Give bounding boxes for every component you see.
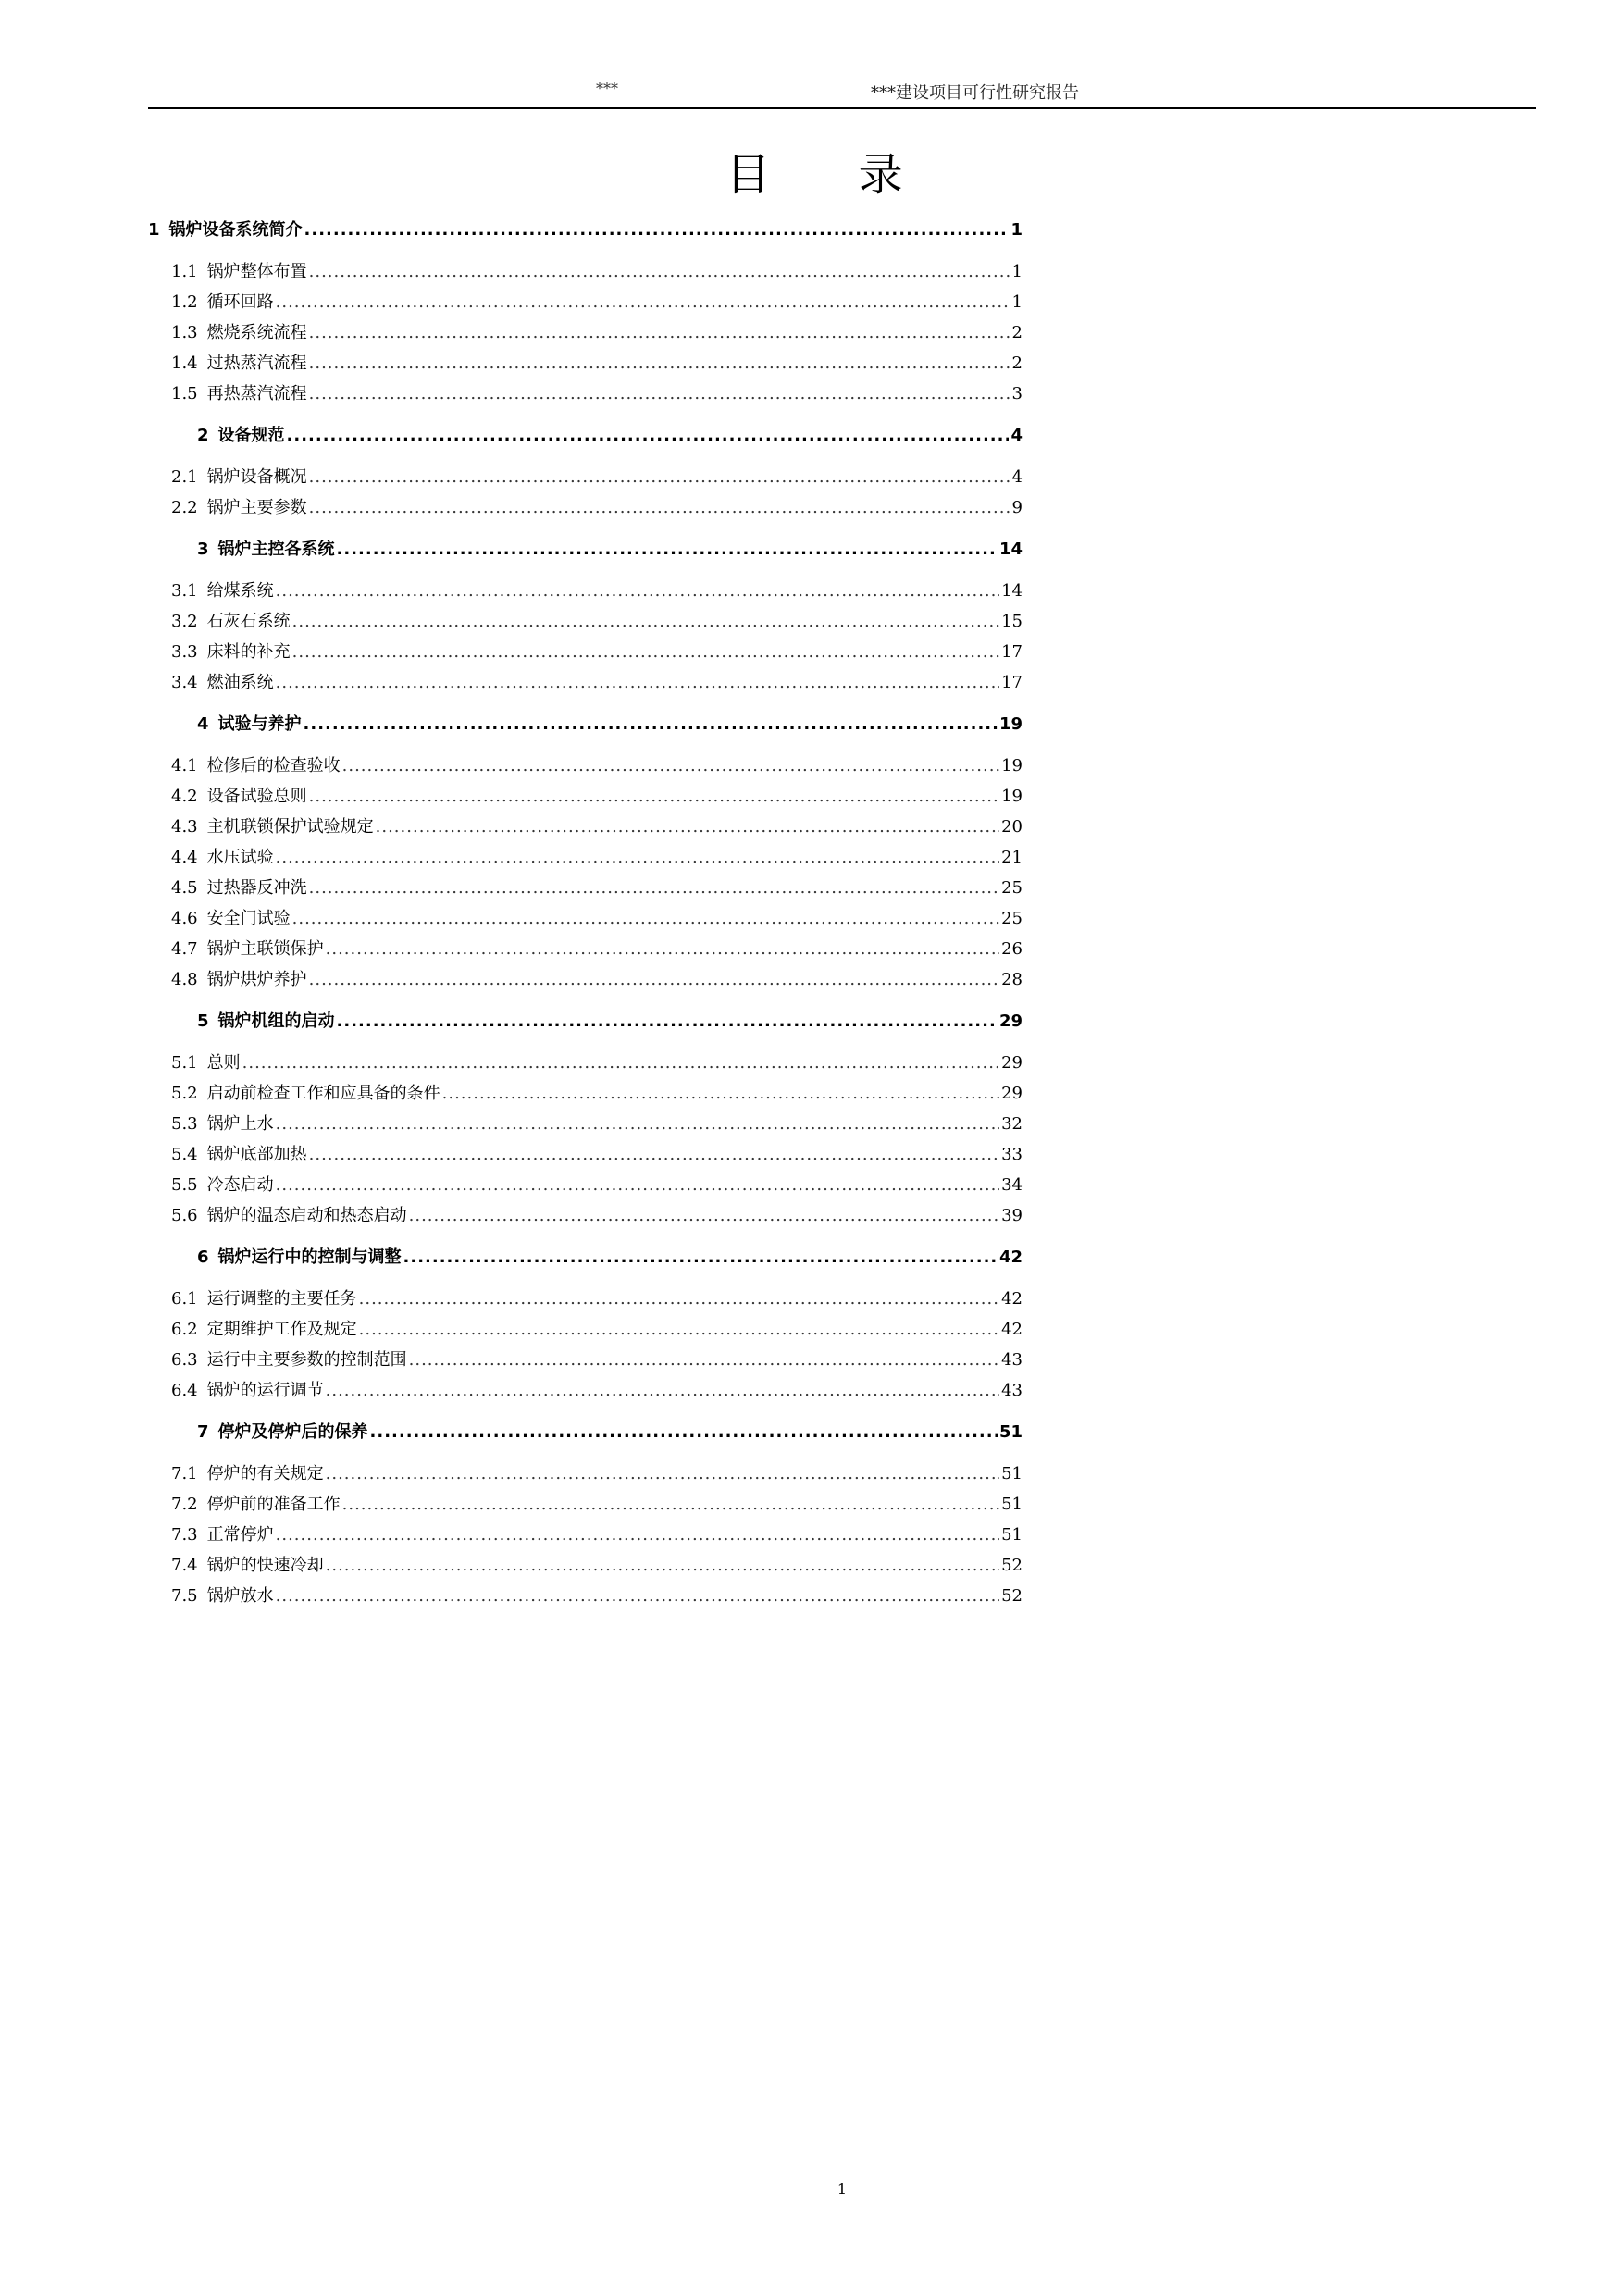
toc-section-4-5[interactable]	[148, 873, 1023, 903]
dot-leader	[276, 1170, 999, 1200]
section-page-number: 25	[1001, 878, 1023, 898]
dot-leader	[276, 842, 999, 873]
section-number: 4.8	[171, 970, 198, 989]
section-title: 锅炉设备概况	[206, 467, 307, 487]
dot-leader	[326, 1375, 999, 1406]
section-number: 1.5	[171, 384, 198, 403]
section-title: 再热蒸汽流程	[206, 384, 307, 403]
chapter-page-number: 29	[998, 1011, 1023, 1031]
section-page-number: 29	[1001, 1053, 1023, 1073]
section-title: 锅炉放水	[206, 1586, 274, 1606]
section-number: 1.3	[171, 323, 198, 342]
dot-leader	[326, 1458, 999, 1489]
section-page-number: 9	[1011, 498, 1023, 517]
toc-section-4-3[interactable]	[148, 812, 1023, 842]
section-title: 正常停炉	[206, 1525, 274, 1545]
dot-leader	[309, 256, 1010, 287]
toc-section-7-2[interactable]	[148, 1489, 1023, 1520]
table-of-contents	[148, 215, 1023, 1622]
section-number: 1.2	[171, 292, 198, 312]
chapter-title: 锅炉设备系统简介	[168, 220, 303, 240]
chapter-number: 6	[197, 1247, 209, 1267]
dot-leader	[287, 420, 1010, 451]
toc-section-5-6[interactable]	[148, 1200, 1023, 1231]
chapter-page-number: 4	[1010, 426, 1023, 445]
dot-leader	[309, 1139, 999, 1170]
section-number: 1.4	[171, 354, 198, 373]
section-page-number: 43	[1001, 1350, 1023, 1370]
chapter-number: 3	[197, 540, 209, 559]
dot-leader	[337, 534, 998, 565]
chapter-title: 试验与养护	[217, 714, 302, 734]
dot-leader	[276, 287, 1010, 317]
section-number: 1.1	[171, 262, 198, 281]
toc-section-6-3[interactable]	[148, 1345, 1023, 1375]
section-page-number: 19	[1001, 787, 1023, 806]
section-page-number: 17	[1001, 673, 1023, 692]
section-title: 锅炉主要参数	[206, 498, 307, 517]
dot-leader	[276, 576, 999, 606]
section-page-number: 28	[1001, 970, 1023, 989]
dot-leader	[309, 492, 1010, 523]
section-number: 6.3	[171, 1350, 198, 1370]
section-title: 过热器反冲洗	[206, 878, 307, 898]
section-title: 安全门试验	[206, 909, 291, 928]
dot-leader	[309, 462, 1010, 492]
dot-leader	[409, 1345, 999, 1375]
section-title: 锅炉底部加热	[206, 1145, 307, 1164]
section-number: 4.6	[171, 909, 198, 928]
section-title: 设备试验总则	[206, 787, 307, 806]
toc-section-2-2[interactable]	[148, 492, 1023, 523]
section-number: 4.2	[171, 787, 198, 806]
section-title: 锅炉上水	[206, 1114, 274, 1134]
section-title: 主机联锁保护试验规定	[206, 817, 374, 837]
toc-section-5-4[interactable]	[148, 1139, 1023, 1170]
toc-section-4-7[interactable]	[148, 934, 1023, 964]
section-title: 定期维护工作及规定	[206, 1320, 357, 1339]
dot-leader	[309, 379, 1010, 409]
section-title: 运行中主要参数的控制范围	[206, 1350, 407, 1370]
header-left-text: ***	[596, 80, 618, 97]
section-number: 2.2	[171, 498, 198, 517]
section-number: 7.2	[171, 1495, 198, 1514]
dot-leader	[359, 1284, 999, 1314]
section-title: 总则	[206, 1053, 241, 1073]
toc-section-1-1[interactable]	[148, 256, 1023, 287]
section-number: 2.1	[171, 467, 198, 487]
dot-leader	[309, 781, 999, 812]
toc-chapter-6[interactable]	[148, 1242, 1023, 1272]
section-number: 5.3	[171, 1114, 198, 1134]
section-title: 燃烧系统流程	[206, 323, 307, 342]
chapter-title: 锅炉机组的启动	[217, 1011, 335, 1031]
section-page-number: 1	[1011, 262, 1023, 281]
dot-leader	[309, 873, 999, 903]
toc-chapter-7[interactable]	[148, 1417, 1023, 1447]
dot-leader	[309, 317, 1010, 348]
section-page-number: 34	[1001, 1175, 1023, 1195]
section-number: 6.1	[171, 1289, 198, 1309]
dot-leader	[359, 1314, 999, 1345]
chapter-page-number: 14	[998, 540, 1023, 559]
section-page-number: 51	[1001, 1525, 1023, 1545]
chapter-number: 7	[197, 1422, 209, 1442]
toc-section-4-1[interactable]	[148, 751, 1023, 781]
section-number: 7.1	[171, 1464, 198, 1483]
chapter-page-number: 42	[998, 1247, 1023, 1267]
chapter-title: 停炉及停炉后的保养	[217, 1422, 368, 1442]
chapter-title: 锅炉运行中的控制与调整	[217, 1247, 402, 1267]
section-title: 锅炉的快速冷却	[206, 1556, 324, 1575]
section-title: 冷态启动	[206, 1175, 274, 1195]
section-number: 5.2	[171, 1084, 198, 1103]
dot-leader	[304, 709, 998, 739]
dot-leader	[276, 1520, 999, 1550]
section-number: 4.5	[171, 878, 198, 898]
section-page-number: 14	[1001, 581, 1023, 601]
section-title: 循环回路	[206, 292, 274, 312]
dot-leader	[242, 1048, 999, 1078]
dot-leader	[309, 348, 1010, 379]
toc-section-1-3[interactable]	[148, 317, 1023, 348]
toc-chapter-3[interactable]	[148, 534, 1023, 565]
dot-leader	[309, 964, 999, 995]
section-page-number: 52	[1001, 1586, 1023, 1606]
dot-leader	[409, 1200, 999, 1231]
dot-leader	[337, 1006, 998, 1036]
toc-section-4-2[interactable]	[148, 781, 1023, 812]
section-page-number: 42	[1001, 1289, 1023, 1309]
chapter-title: 设备规范	[217, 426, 285, 445]
section-title: 床料的补充	[206, 642, 291, 662]
section-page-number: 33	[1001, 1145, 1023, 1164]
toc-chapter-4[interactable]	[148, 709, 1023, 739]
section-number: 7.5	[171, 1586, 198, 1606]
dot-leader	[276, 1109, 999, 1139]
section-page-number: 43	[1001, 1381, 1023, 1400]
section-number: 3.3	[171, 642, 198, 662]
toc-section-2-1[interactable]	[148, 462, 1023, 492]
chapter-page-number: 51	[998, 1422, 1023, 1442]
dot-leader	[326, 1550, 999, 1581]
toc-section-1-4[interactable]	[148, 348, 1023, 379]
section-number: 4.4	[171, 848, 198, 867]
section-title: 石灰石系统	[206, 612, 291, 631]
toc-section-5-1[interactable]	[148, 1048, 1023, 1078]
dot-leader	[292, 606, 999, 637]
toc-section-1-5[interactable]	[148, 379, 1023, 409]
toc-section-1-2[interactable]	[148, 287, 1023, 317]
toc-section-3-1[interactable]	[148, 576, 1023, 606]
chapter-page-number: 19	[998, 714, 1023, 734]
section-number: 3.4	[171, 673, 198, 692]
section-page-number: 51	[1001, 1495, 1023, 1514]
dot-leader	[304, 215, 1010, 245]
chapter-number: 5	[197, 1011, 209, 1031]
dot-leader	[403, 1242, 998, 1272]
chapter-page-number: 1	[1010, 220, 1023, 240]
section-page-number: 19	[1001, 756, 1023, 776]
section-title: 锅炉的温态启动和热态启动	[206, 1206, 407, 1225]
section-page-number: 25	[1001, 909, 1023, 928]
section-page-number: 32	[1001, 1114, 1023, 1134]
section-title: 检修后的检查验收	[206, 756, 341, 776]
section-title: 停炉的有关规定	[206, 1464, 324, 1483]
toc-chapter-2[interactable]	[148, 420, 1023, 451]
dot-leader	[326, 934, 999, 964]
toc-section-5-3[interactable]	[148, 1109, 1023, 1139]
page-number: 1	[837, 2180, 848, 2198]
section-number: 7.4	[171, 1556, 198, 1575]
toc-section-4-6[interactable]	[148, 903, 1023, 934]
section-title: 锅炉整体布置	[206, 262, 307, 281]
toc-section-7-4[interactable]	[148, 1550, 1023, 1581]
section-title: 运行调整的主要任务	[206, 1289, 357, 1309]
toc-section-6-4[interactable]	[148, 1375, 1023, 1406]
header-report-title: ***建设项目可行性研究报告	[871, 83, 1079, 103]
section-page-number: 15	[1001, 612, 1023, 631]
section-page-number: 51	[1001, 1464, 1023, 1483]
toc-section-4-8[interactable]	[148, 964, 1023, 995]
dot-leader	[342, 751, 999, 781]
toc-chapter-1[interactable]	[148, 215, 1023, 245]
toc-section-5-2[interactable]	[148, 1078, 1023, 1109]
section-page-number: 4	[1011, 467, 1023, 487]
toc-section-7-3[interactable]	[148, 1520, 1023, 1550]
section-number: 5.1	[171, 1053, 198, 1073]
chapter-number: 4	[197, 714, 209, 734]
chapter-number: 2	[197, 426, 209, 445]
section-number: 3.1	[171, 581, 198, 601]
section-page-number: 42	[1001, 1320, 1023, 1339]
section-page-number: 29	[1001, 1084, 1023, 1103]
toc-section-6-1[interactable]	[148, 1284, 1023, 1314]
section-number: 4.7	[171, 939, 198, 959]
dot-leader	[376, 812, 999, 842]
section-number: 4.3	[171, 817, 198, 837]
section-page-number: 3	[1011, 384, 1023, 403]
section-number: 6.2	[171, 1320, 198, 1339]
toc-section-7-1[interactable]	[148, 1458, 1023, 1489]
toc-section-6-2[interactable]	[148, 1314, 1023, 1345]
section-page-number: 52	[1001, 1556, 1023, 1575]
toc-chapter-5[interactable]	[148, 1006, 1023, 1036]
toc-section-3-4[interactable]	[148, 667, 1023, 698]
toc-section-4-4[interactable]	[148, 842, 1023, 873]
dot-leader	[276, 1581, 999, 1611]
section-title: 启动前检查工作和应具备的条件	[206, 1084, 440, 1103]
section-page-number: 26	[1001, 939, 1023, 959]
section-page-number: 1	[1011, 292, 1023, 312]
page-header	[148, 80, 1536, 109]
toc-title: 目 录	[725, 149, 940, 201]
dot-leader	[292, 637, 999, 667]
dot-leader	[370, 1417, 998, 1447]
section-number: 5.6	[171, 1206, 198, 1225]
section-title: 锅炉烘炉养护	[206, 970, 307, 989]
section-page-number: 20	[1001, 817, 1023, 837]
chapter-title: 锅炉主控各系统	[217, 540, 335, 559]
dot-leader	[342, 1489, 999, 1520]
section-page-number: 39	[1001, 1206, 1023, 1225]
section-title: 锅炉主联锁保护	[206, 939, 324, 959]
section-page-number: 2	[1011, 323, 1023, 342]
section-title: 水压试验	[206, 848, 274, 867]
section-title: 给煤系统	[206, 581, 274, 601]
section-title: 停炉前的准备工作	[206, 1495, 341, 1514]
section-title: 锅炉的运行调节	[206, 1381, 324, 1400]
toc-section-5-5[interactable]	[148, 1170, 1023, 1200]
dot-leader	[276, 667, 999, 698]
section-number: 5.5	[171, 1175, 198, 1195]
section-page-number: 17	[1001, 642, 1023, 662]
section-title: 燃油系统	[206, 673, 274, 692]
section-title: 过热蒸汽流程	[206, 354, 307, 373]
section-number: 7.3	[171, 1525, 198, 1545]
toc-section-3-3[interactable]	[148, 637, 1023, 667]
section-page-number: 2	[1011, 354, 1023, 373]
chapter-number: 1	[148, 220, 160, 240]
section-number: 3.2	[171, 612, 198, 631]
section-number: 5.4	[171, 1145, 198, 1164]
section-page-number: 21	[1001, 848, 1023, 867]
dot-leader	[442, 1078, 999, 1109]
toc-section-3-2[interactable]	[148, 606, 1023, 637]
dot-leader	[292, 903, 999, 934]
section-number: 4.1	[171, 756, 198, 776]
toc-section-7-5[interactable]	[148, 1581, 1023, 1611]
section-number: 6.4	[171, 1381, 198, 1400]
